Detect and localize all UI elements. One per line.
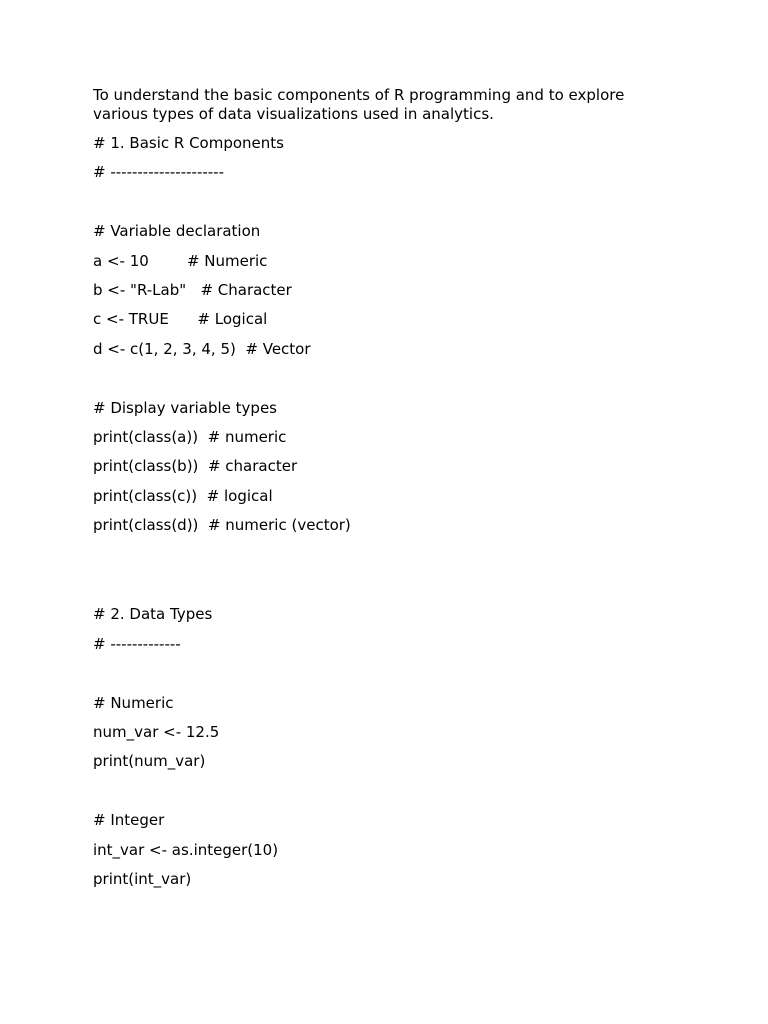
section-data-types	[93, 605, 673, 899]
code-line: num_var <- 12.5	[93, 723, 220, 742]
blank-line	[93, 193, 673, 222]
code-line: c <- TRUE # Logical	[93, 310, 268, 329]
code-line: print(class(c)) # logical	[93, 486, 273, 505]
document-page	[93, 86, 673, 899]
blank-line	[93, 782, 673, 811]
code-line: print(class(b)) # character	[93, 457, 298, 476]
code-line: # ---------------------	[93, 163, 225, 182]
code-line: print(class(a)) # numeric	[93, 427, 287, 446]
code-line: # 1. Basic R Components	[93, 134, 284, 152]
code-line: print(int_var)	[93, 869, 192, 888]
code-line: # Display variable types	[93, 398, 277, 417]
section-basic-components	[93, 134, 673, 545]
blank-line	[93, 369, 673, 398]
section-spacer	[93, 545, 673, 605]
code-line: d <- c(1, 2, 3, 4, 5) # Vector	[93, 339, 311, 358]
intro-paragraph: To understand the basic components of R programming and to explore various types of data visualizations used in analytics.	[93, 86, 625, 123]
code-line: # 2. Data Types	[93, 605, 213, 624]
code-line: # -------------	[93, 634, 181, 653]
blank-line	[93, 664, 673, 693]
code-line: int_var <- as.integer(10)	[93, 840, 279, 859]
code-line: print(num_var)	[93, 752, 206, 771]
code-line: b <- "R-Lab" # Character	[93, 280, 292, 299]
code-line: # Numeric	[93, 693, 174, 712]
code-line: print(class(d)) # numeric (vector)	[93, 516, 351, 535]
code-line: # Integer	[93, 811, 165, 830]
code-line: # Variable declaration	[93, 222, 261, 241]
code-line: a <- 10 # Numeric	[93, 251, 268, 270]
